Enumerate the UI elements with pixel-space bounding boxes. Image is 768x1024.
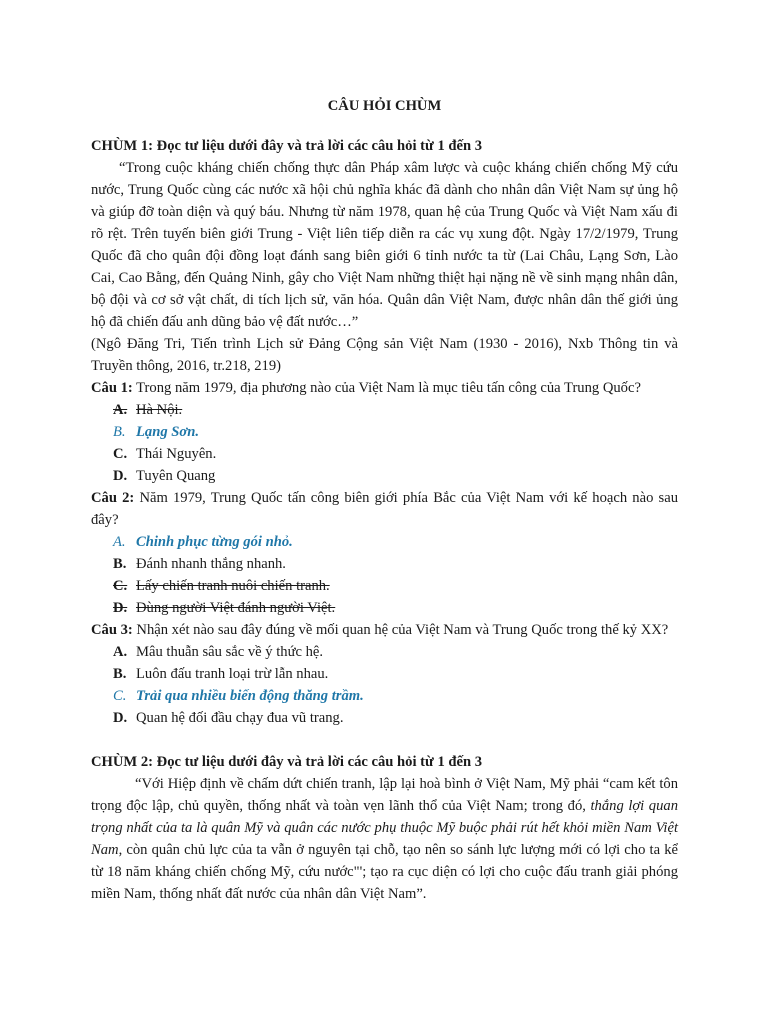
q3-option-c-letter: C.	[113, 688, 127, 704]
q1-option-a[interactable]	[91, 399, 678, 421]
cluster-2-passage	[91, 773, 678, 905]
q1-option-c[interactable]	[91, 443, 678, 465]
q2-option-d-letter: D.	[113, 600, 128, 616]
q1-option-d[interactable]	[91, 465, 678, 487]
q1-option-d-letter: D.	[113, 468, 128, 484]
q1-option-a-text: Hà Nội.	[136, 402, 183, 418]
q3-option-b-letter: B.	[113, 666, 127, 682]
q3-option-c-text: Trải qua nhiều biến động thăng trầm.	[136, 688, 364, 704]
q1-option-b-letter: B.	[113, 424, 126, 440]
q2-option-c-text: Lấy chiến tranh nuôi chiến tranh.	[136, 578, 330, 594]
q2-option-b-letter: B.	[113, 556, 127, 572]
question-2-text: Năm 1979, Trung Quốc tấn công biên giới phía Bắc của Việt Nam với kế hoạch nào sau đây?	[91, 490, 678, 528]
question-1-label: Câu 1:	[91, 380, 133, 396]
cluster-2-passage-part1: “Với Hiệp định về chấm dứt chiến tranh, lập lại hoà bình ở Việt Nam, Mỹ phải “cam kết tôn trọng độc lập, chủ quyền, thống nhất và toàn vẹn lãnh thổ của Việt Nam; trong đó,	[91, 776, 678, 814]
q1-option-b-text: Lạng Sơn.	[136, 424, 199, 440]
q1-option-c-text: Thái Nguyên.	[136, 446, 217, 462]
q1-option-a-letter: A.	[113, 402, 128, 418]
q3-option-c[interactable]	[91, 685, 678, 707]
q3-option-a-letter: A.	[113, 644, 128, 660]
cluster-1-heading: CHÙM 1: Đọc tư liệu dưới đây và trả lời các câu hỏi từ 1 đến 3	[91, 138, 483, 154]
q3-option-a[interactable]	[91, 641, 678, 663]
q3-option-a-text: Mâu thuẫn sâu sắc về ý thức hệ.	[136, 644, 324, 660]
q2-option-d-text: Dùng người Việt đánh người Việt.	[136, 600, 336, 616]
cluster-2-passage-italic: thắng lợi quan trọng nhất của ta là quân Mỹ và quân các nước phụ thuộc Mỹ buộc phải rút hết khỏi miền Nam Việt Nam	[91, 798, 678, 858]
cluster-2-passage-part2: , còn quân chủ lực của ta vẫn ở nguyên tại chỗ, tạo nên so sánh lực lượng mới có lợi cho ta kể từ 18 năm kháng chiến chống Mỹ, cứu nước"'; tạo ra cục diện có lợi cho cuộc đấu tranh giải phóng miền Nam, thống nhất đất nước của nhân dân Việt Nam”.	[91, 842, 678, 902]
q1-option-d-text: Tuyên Quang	[136, 468, 216, 484]
q3-option-d[interactable]	[91, 707, 678, 729]
q2-option-b-text: Đánh nhanh thắng nhanh.	[136, 556, 286, 572]
q3-option-d-letter: D.	[113, 710, 128, 726]
question-3-text: Nhận xét nào sau đây đúng về mối quan hệ của Việt Nam và Trung Quốc trong thế kỷ XX?	[136, 622, 669, 638]
q1-option-b[interactable]	[91, 421, 678, 443]
question-2	[91, 487, 678, 531]
q2-option-b[interactable]	[91, 553, 678, 575]
q2-option-a-text: Chinh phục từng gói nhỏ.	[136, 534, 293, 550]
q3-option-d-text: Quan hệ đối đầu chạy đua vũ trang.	[136, 710, 344, 726]
q2-option-a[interactable]	[91, 531, 678, 553]
page-title: CÂU HỎI CHÙM	[327, 98, 442, 114]
cluster-1-source: (Ngô Đăng Tri, Tiến trình Lịch sử Đảng Cộng sản Việt Nam (1930 - 2016), Nxb Thông tin và Truyền thông, 2016, tr.218, 219)	[91, 336, 678, 374]
question-3	[91, 619, 678, 641]
q3-option-b-text: Luôn đấu tranh loại trừ lẫn nhau.	[136, 666, 329, 682]
question-1	[91, 377, 678, 399]
question-1-text: Trong năm 1979, địa phương nào của Việt Nam là mục tiêu tấn công của Trung Quốc?	[136, 380, 641, 396]
question-3-label: Câu 3:	[91, 622, 133, 638]
cluster-1-passage: “Trong cuộc kháng chiến chống thực dân Pháp xâm lược và cuộc kháng chiến chống Mỹ cứu nước, Trung Quốc cùng các nước xã hội chủ nghĩa khác đã dành cho nhân dân Việt Nam sự ủng hộ và giúp đỡ toàn diện và quý báu. Nhưng từ năm 1978, quan hệ của Trung Quốc và Việt Nam xấu đi rõ rệt. Trên tuyến biên giới Trung - Việt liên tiếp diễn ra các vụ xung đột. Ngày 17/2/1979, Trung Quốc đã cho quân đội đồng loạt đánh sang biên giới 6 tỉnh nước ta từ (Lai Châu, Lạng Sơn, Lào Cai, Cao Bằng, đến Quảng Ninh, gây cho Việt Nam những thiệt hại nặng nề về sinh mạng nhân dân, bộ đội và cơ sở vật chất, di tích lịch sử, văn hóa. Quân dân Việt Nam, được nhân dân thế giới ủng hộ đã chiến đấu anh dũng bảo vệ đất nước…”	[91, 160, 678, 330]
cluster-2-heading: CHÙM 2: Đọc tư liệu dưới đây và trả lời các câu hỏi từ 1 đến 3	[91, 754, 483, 770]
document-page	[91, 95, 678, 905]
q1-option-c-letter: C.	[113, 446, 128, 462]
q2-option-c[interactable]	[91, 575, 678, 597]
q2-option-d[interactable]	[91, 597, 678, 619]
question-2-label: Câu 2:	[91, 490, 135, 506]
section-spacer	[91, 729, 678, 751]
q3-option-b[interactable]	[91, 663, 678, 685]
q2-option-c-letter: C.	[113, 578, 128, 594]
q2-option-a-letter: A.	[113, 534, 126, 550]
